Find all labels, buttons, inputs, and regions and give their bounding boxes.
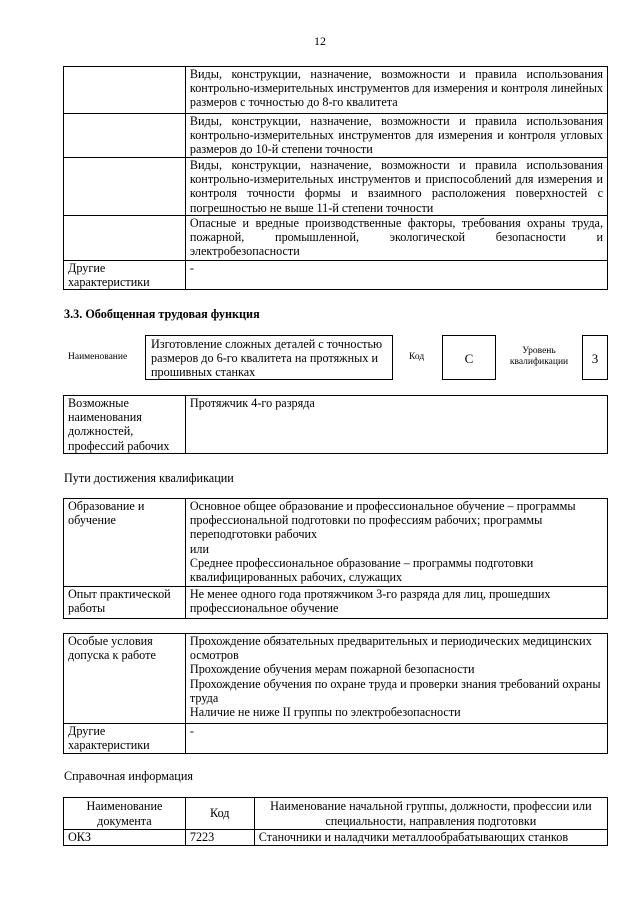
row-value: Опасные и вредные производственные факторы, требования охраны труда, пожарной, промышленной, экологической безопасности и электробезопасности (185, 216, 607, 261)
function-name-box (145, 335, 393, 380)
knowledge-table (63, 66, 608, 290)
positions-value: Протяжчик 4-го разряда (185, 396, 607, 454)
table-cell: Станочники и наладчики металлообрабатывающих станков (254, 830, 607, 846)
row-label: Образование и обучение (64, 499, 186, 587)
column-header: Код (185, 798, 254, 830)
function-name: Изготовление сложных деталей с точностью размеров до 6-го квалитета на протяжных и прошивных станках (151, 337, 383, 380)
row-label (64, 158, 186, 216)
row-value-line: Среднее профессиональное образование – программы подготовки квалифицированных рабочих, служащих (189, 555, 534, 585)
row-value-line: Не менее одного года протяжчиком 3-го разряда для лиц, прошедших профессиональное обучение (189, 587, 551, 616)
reference-table (63, 797, 608, 846)
table-row (64, 261, 608, 290)
row-label: Другие характеристики (64, 724, 186, 754)
table-row (64, 114, 608, 158)
row-label (64, 67, 186, 114)
table-row (64, 216, 608, 261)
row-value-line: Прохождение обучения по охране труда и проверки знания требований охраны труда (189, 676, 601, 705)
row-label: Особые условия допуска к работе (64, 634, 186, 724)
row-value-line: Основное общее образование и профессиональное обучение – программы профессиональной подготовки по профессиям рабочих; программы переподготовки рабочих (189, 499, 576, 542)
row-value: Виды, конструкции, назначение, возможности и правила использования контрольно-измерительных инструментов для измерения и контроля угловых размеров до 10-й степени точности (185, 114, 607, 158)
table-row (64, 830, 608, 846)
row-value-line: или (189, 541, 210, 556)
column-header: Наименование документа (64, 798, 186, 830)
positions-label: Возможные наименования должностей, профессий рабочих (64, 396, 186, 454)
code-box (442, 335, 496, 380)
row-label (64, 114, 186, 158)
row-value (185, 724, 607, 754)
row-value (185, 499, 607, 587)
row-label: Опыт практической работы (64, 587, 186, 619)
row-value: - (185, 261, 607, 290)
table-row (64, 158, 608, 216)
name-label: Наименование (68, 352, 128, 362)
level-box (582, 335, 608, 380)
education-table (63, 498, 608, 619)
row-value-line: Прохождение обязательных предварительных и периодических медицинских осмотров (189, 634, 592, 663)
positions-table (63, 395, 608, 454)
row-value-line: - (189, 724, 194, 738)
level-value: 3 (591, 351, 599, 366)
section-heading: 3.3. Обобщенная трудовая функция (64, 307, 260, 321)
row-value (185, 634, 607, 724)
conditions-table (63, 633, 608, 754)
row-value: Виды, конструкции, назначение, возможности и правила использования контрольно-измерительных инструментов и приспособлений для измерения и контроля точности формы и взаимного расположения поверхностей с погрешностью не выше 11-й степени точности (185, 158, 607, 216)
reference-title: Справочная информация (64, 769, 193, 783)
row-value-line: Наличие не ниже II группы по электробезопасности (189, 705, 461, 720)
column-header: Наименование начальной группы, должности, профессии или специальности, направления подготовки (254, 798, 607, 830)
table-cell: 7223 (185, 830, 254, 846)
table-cell: ОКЗ (64, 830, 186, 846)
table-row (64, 396, 608, 454)
table-row (64, 587, 608, 619)
row-value: Виды, конструкции, назначение, возможности и правила использования контрольно-измерительных инструментов для измерения и контроля линейных размеров с точностью до 8-го квалитета (185, 67, 607, 114)
table-header-row (64, 798, 608, 830)
table-row (64, 634, 608, 724)
qualification-paths-title: Пути достижения квалификации (64, 471, 234, 485)
page-number: 12 (314, 34, 326, 48)
row-label: Другие характеристики (64, 261, 186, 290)
code-label: Код (409, 352, 425, 362)
row-label (64, 216, 186, 261)
level-label: Уровень квалификации (509, 346, 569, 367)
code-value: C (464, 351, 474, 366)
table-row (64, 499, 608, 587)
row-value (185, 587, 607, 619)
table-row (64, 67, 608, 114)
row-value-line: Прохождение обучения мерам пожарной безопасности (189, 662, 475, 677)
table-row (64, 724, 608, 754)
